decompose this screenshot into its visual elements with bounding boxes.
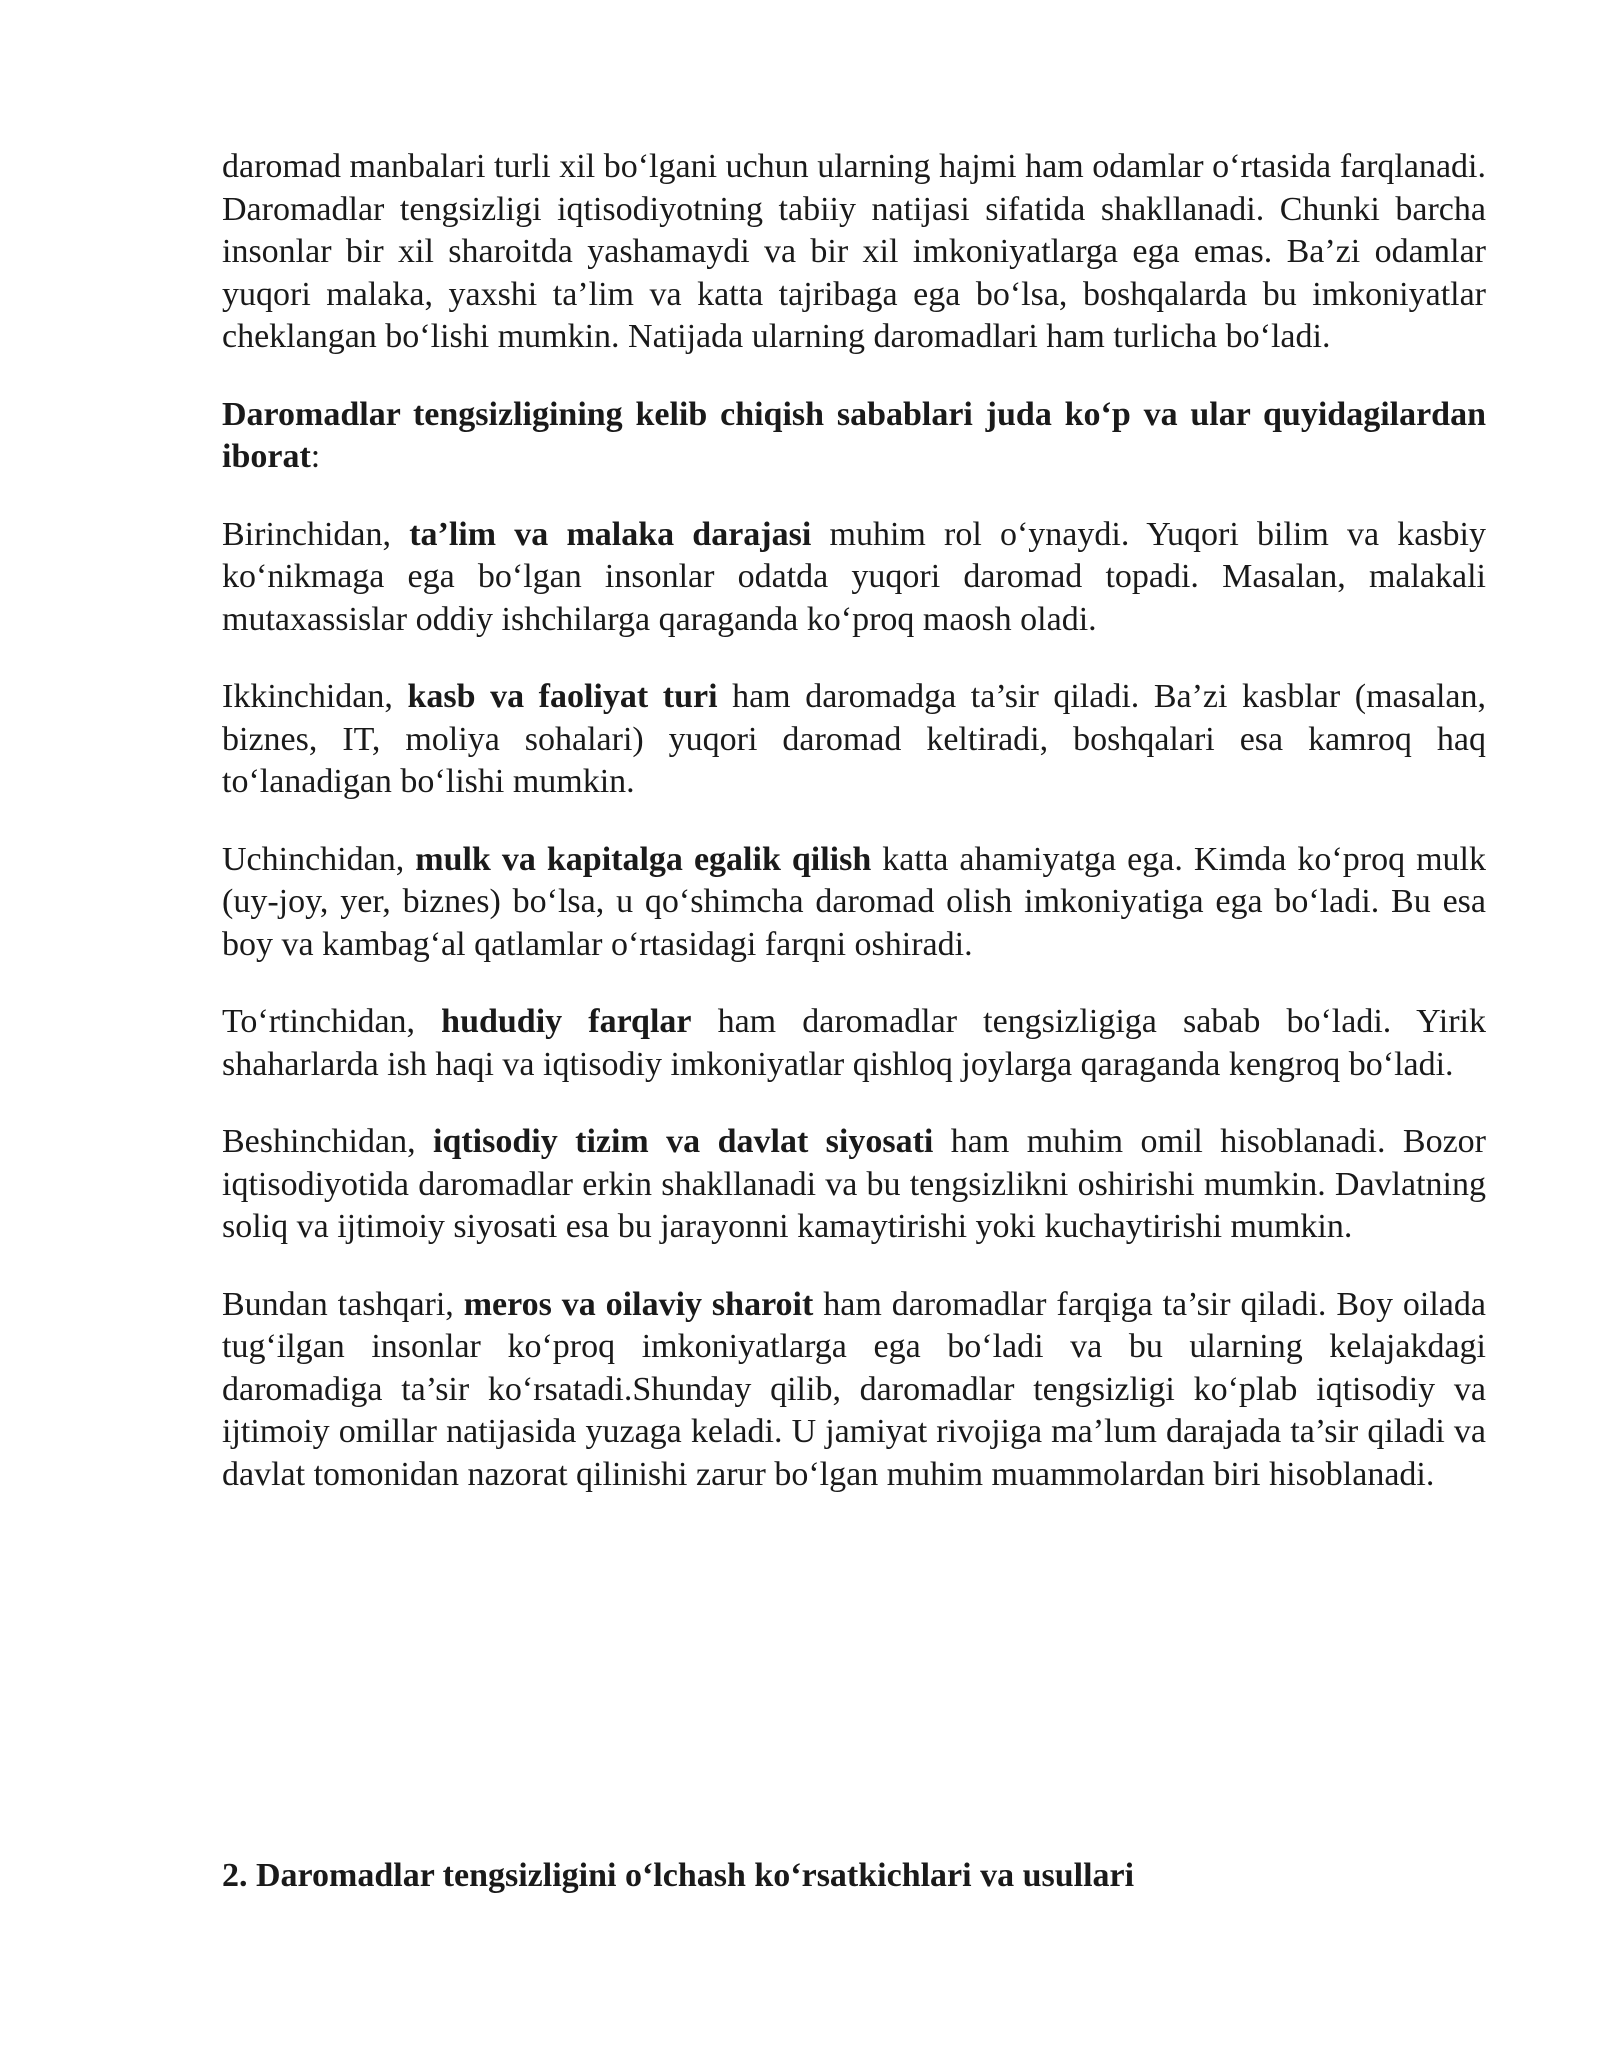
cause-lead: Ikkinchidan, <box>222 678 408 715</box>
cause-text: ham muhim omil hisoblanadi. Bozor iqtisodiyotida daromadlar erkin shakllanadi va bu tengsizlikni oshirishi mumkin. Davlatning soliq va ijtimoiy siyosati esa bu jarayonni kamaytirishi yoki kuchaytirishi mumkin. <box>222 1123 1486 1245</box>
document-body <box>222 146 1486 1496</box>
cause-paragraph-4 <box>222 1001 1486 1086</box>
cause-keyword: kasb va faoliyat turi <box>407 678 718 715</box>
cause-text: ham daromadlar tengsizligiga sabab bo‘ladi. Yirik shaharlarda ish haqi va iqtisodiy imkoniyatlar qishloq joylarga qaraganda kengroq bo‘ladi. <box>222 1003 1486 1083</box>
cause-text: ham daromadga ta’sir qiladi. Ba’zi kasblar (masalan, biznes, IT, moliya sohalari) yuqori daromad keltiradi, boshqalari esa kamroq haq to‘lanadigan bo‘lishi mumkin. <box>222 678 1486 800</box>
cause-keyword: mulk va kapitalga egalik qilish <box>415 840 872 878</box>
cause-lead: Bundan tashqari, <box>222 1285 464 1323</box>
cause-lead: Birinchidan, <box>222 515 410 553</box>
cause-paragraph-2 <box>222 676 1486 804</box>
cause-text: ham daromadlar farqiga ta’sir qiladi. Boy oilada tug‘ilgan insonlar ko‘proq imkoniyatlarga ega bo‘ladi va bu ularning kelajakdagi daromadiga ta’sir ko‘rsatadi.Shunday qilib, daromadlar tengsizligi ko‘plab iqtisodiy va ijtimoiy omillar natijasida yuzaga keladi. U jamiyat rivojiga ma’lum darajada ta’sir qiladi va davlat tomonidan nazorat qilinishi zarur bo‘lgan muhim muammolardan biri hisoblanadi. <box>222 1285 1486 1493</box>
section-title: 2. Daromadlar tengsizligini o‘lchash ko‘rsatkichlari va usullari <box>222 1857 1135 1894</box>
causes-heading <box>222 394 1486 479</box>
causes-heading-colon: : <box>310 438 321 475</box>
cause-keyword: meros va oilaviy sharoit <box>463 1285 814 1323</box>
causes-heading-text: Daromadlar tengsizligining kelib chiqish sabablari juda ko‘p va ular quyidagilardan iborat <box>222 395 1486 475</box>
cause-text: katta ahamiyatga ega. Kimda ko‘proq mulk (uy-joy, yer, biznes) bo‘lsa, u qo‘shimcha daromad olish imkoniyatiga ega bo‘ladi. Bu esa boy va kambag‘al qatlamlar o‘rtasidagi farqni oshiradi. <box>222 840 1486 963</box>
intro-paragraph: daromad manbalari turli xil bo‘lgani uchun ularning hajmi ham odamlar o‘rtasida farqlanadi. Daromadlar tengsizligi iqtisodiyotning tabiiy natijasi sifatida shakllanadi. Chunki barcha insonlar bir xil sharoitda yashamaydi va bir xil imkoniyatlarga ega emas. Ba’zi odamlar yuqori malaka, yaxshi ta’lim va katta tajribaga ega bo‘lsa, boshqalarda bu imkoniyatlar cheklangan bo‘lishi mumkin. Natijada ularning daromadlari ham turlicha bo‘ladi. <box>222 148 1486 355</box>
cause-paragraph-5 <box>222 1121 1486 1249</box>
cause-paragraph-6 <box>222 1284 1486 1497</box>
cause-lead: Uchinchidan, <box>222 840 416 878</box>
cause-paragraph-1 <box>222 514 1486 642</box>
cause-text: muhim rol o‘ynaydi. Yuqori bilim va kasbiy ko‘nikmaga ega bo‘lgan insonlar odatda yuqori daromad topadi. Masalan, malakali mutaxassislar oddiy ishchilarga qaraganda ko‘proq maosh oladi. <box>222 515 1486 638</box>
cause-paragraph-3 <box>222 839 1486 967</box>
cause-keyword: hududiy farqlar <box>441 1003 692 1040</box>
cause-keyword: ta’lim va malaka darajasi <box>409 515 812 553</box>
cause-keyword: iqtisodiy tizim va davlat siyosati <box>433 1123 934 1160</box>
cause-lead: To‘rtinchidan, <box>222 1003 442 1040</box>
cause-lead: Beshinchidan, <box>222 1123 433 1160</box>
